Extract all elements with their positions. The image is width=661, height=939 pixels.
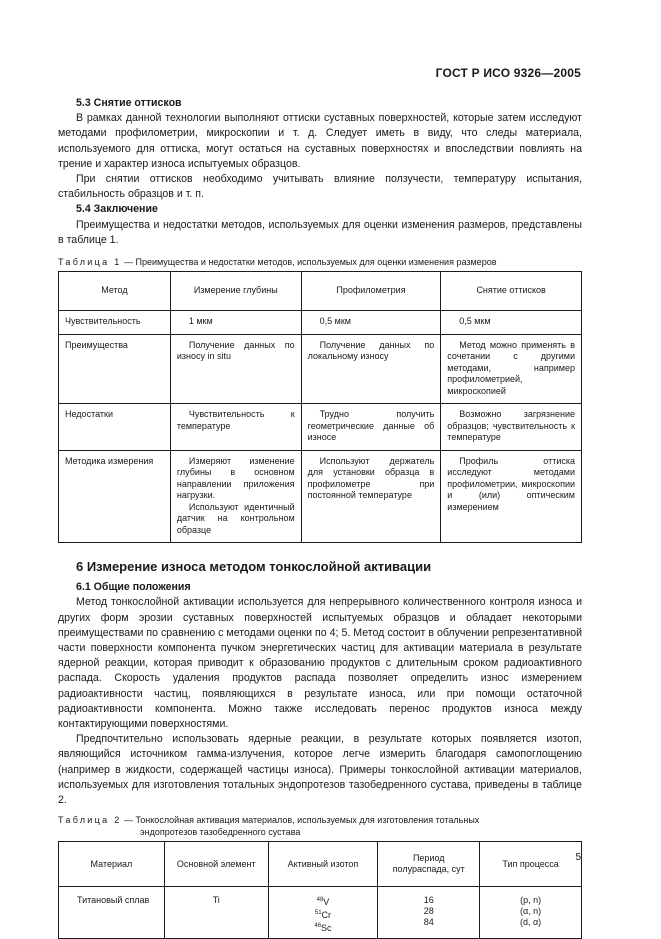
table-2-header-cell: Тип процесса — [480, 842, 582, 887]
isotope-mass: 48 — [316, 897, 324, 904]
isotope-mass: 51 — [314, 910, 322, 917]
table-1-cell: 0,5 мкм — [441, 311, 582, 335]
isotope-symbol: Cr — [321, 910, 332, 921]
table-1-cell: 0,5 мкм — [301, 311, 441, 335]
isotope-entry — [275, 921, 372, 934]
table-1-caption-label: Таблица 1 — [58, 257, 122, 268]
table-2-header-cell: Материал — [59, 842, 165, 887]
table-1-header-cell: Снятие оттисков — [441, 272, 582, 311]
table-1-caption — [58, 256, 582, 268]
table-1-cell: Трудно получить геометрические данные об износе — [301, 404, 441, 451]
isotope-symbol: V — [323, 897, 330, 908]
page-number: 5 — [575, 852, 581, 863]
table-1-cell: Получение данных по локальному износу — [301, 334, 441, 404]
section-6-1-paragraph-1: Метод тонкослойной активации используется для непрерывного количественного контроля износа и других форм эрозии суставных поверхностей испытуемых образцов и обладает некоторыми преимуществами по сравнению с методами оценки по 4; 5. Метод состоит в облучении репрезентативной части поверхности компонента пучком энергетических частиц для активации материала в результате ядерной реакции, которая приводит к образованию продуктов с длительным сроком радиоактивного распада. Скорость удаления продуктов распада позволяет определить износ измерением радиоактивности частиц, появляющихся в результате износа, или при помощи остаточной радиоактивности компонента. Можно также исследовать перенос продуктов износа между контактирующими поверхностями. — [58, 596, 582, 731]
section-6-title: 6 Измерение износа методом тонкослойной активации — [76, 559, 432, 575]
section-6-1-paragraph-2: Предпочтительно использовать ядерные реакции, в результате которых появляется изотоп, являющийся источником гамма-излучения, которое легче измерить благодаря самопоглощению (например в жидкости, содержащей частицы износа). Примеры тонкослойной активации материалов, используемых для изготовления тотальных эндопротезов тазобедренного сустава, приведены в таблице 2. — [58, 733, 582, 807]
table-1-header-cell: Измерение глубины — [170, 272, 301, 311]
table-1-row — [59, 404, 582, 451]
section-5-4-title: 5.4 Заключение — [76, 203, 158, 216]
table-1-row — [59, 311, 582, 335]
halflife-value: 84 — [423, 917, 434, 928]
table-1-cell: 1 мкм — [170, 311, 301, 335]
table-2-header-cell: Активный изотоп — [268, 842, 378, 887]
table-1-cell-line: Используют идентичный датчик на контрольном образце — [176, 501, 295, 535]
table-1-cell: Методика измерения — [59, 450, 171, 543]
table-1-cell: Чувствительность — [59, 311, 171, 335]
table-2 — [58, 841, 582, 939]
table-1-row — [59, 334, 582, 404]
page-content — [58, 96, 582, 939]
section-5-4-paragraph-1: Преимущества и недостатки методов, используемых для оценки изменения размеров, представлены в таблице 1. — [58, 218, 582, 246]
table-1-header-cell: Профилометрия — [301, 272, 441, 311]
isotope-symbol: Sc — [321, 923, 332, 934]
table-1-cell: Недостатки — [59, 404, 171, 451]
table-2-header-cell: Период полураспада, сут — [378, 842, 480, 887]
section-5-3-paragraph-1: В рамках данной технологии выполняют оттиски суставных поверхностей, которые затем исследуют методами профилометрии, микроскопии и т. д. Следует иметь в виду, что следы материала, используемого для оттиска, могут остаться на суставных поверхностях и впоследствии повлиять на трение и характер износа испытуемых образцов. — [58, 112, 582, 170]
table-1-cell: Используют держатель для установки образца в профилометре при постоянной температуре — [301, 450, 441, 543]
table-1 — [58, 271, 582, 543]
table-2-cell-material: Титановый сплав — [59, 887, 165, 939]
table-1-cell: Профиль оттиска исследуют методами профилометрии, микроскопии и (или) оптическим измерением — [441, 450, 582, 543]
table-1-cell: Преимущества — [59, 334, 171, 404]
table-2-cell-isotopes — [268, 887, 378, 939]
table-2-header-cell: Основной элемент — [164, 842, 268, 887]
table-2-caption-label: Таблица 2 — [58, 815, 122, 826]
table-2-cell-element: Ti — [164, 887, 268, 939]
halflife-value: 28 — [423, 906, 434, 917]
table-1-row — [59, 450, 582, 543]
section-5-3-title: 5.3 Снятие оттисков — [76, 97, 182, 109]
table-2-row — [59, 887, 582, 939]
table-1-cell: Возможно загрязнение образцов; чувствительность к температуре — [441, 404, 582, 451]
table-2-cell-process — [480, 887, 582, 939]
isotope-entry — [275, 908, 372, 921]
table-2-cell-halflife — [378, 887, 480, 939]
table-1-cell: Метод можно применять в сочетании с другими методами, например профилометрией, микроскопией — [441, 334, 582, 404]
table-2-caption-text-2: эндопротезов тазобедренного сустава — [140, 827, 301, 838]
document-header: ГОСТ Р ИСО 9326—2005 — [435, 66, 581, 80]
table-2-header-row — [59, 842, 582, 887]
section-5-3-paragraph-2: При снятии оттисков необходимо учитывать влияние ползучести, температуру испытания, стабильность образцов и т. п. — [58, 173, 582, 201]
table-1-cell: Получение данных по износу in situ — [170, 334, 301, 404]
table-2-caption — [58, 814, 582, 838]
process-type: (d, α) — [519, 917, 542, 928]
table-1-caption-text: — Преимущества и недостатки методов, используемых для оценки изменения размеров — [121, 257, 497, 268]
table-1-header-cell: Метод — [59, 272, 171, 311]
table-1-cell: Чувствительность к температуре — [170, 404, 301, 451]
table-2-caption-text: — Тонкослойная активация материалов, используемых для изготовления тотальных — [121, 815, 480, 826]
process-type: (p, n) — [520, 895, 542, 906]
halflife-value: 16 — [423, 895, 434, 906]
table-1-header-row — [59, 272, 582, 311]
table-1-cell — [170, 450, 301, 543]
table-1-cell-line: Измеряют изменение глубины в основном направлении приложения нагрузки. — [176, 455, 295, 501]
process-type: (α, n) — [519, 906, 542, 917]
isotope-entry — [275, 895, 372, 908]
isotope-mass: 46 — [314, 923, 322, 930]
section-6-1-title: 6.1 Общие положения — [76, 581, 191, 594]
